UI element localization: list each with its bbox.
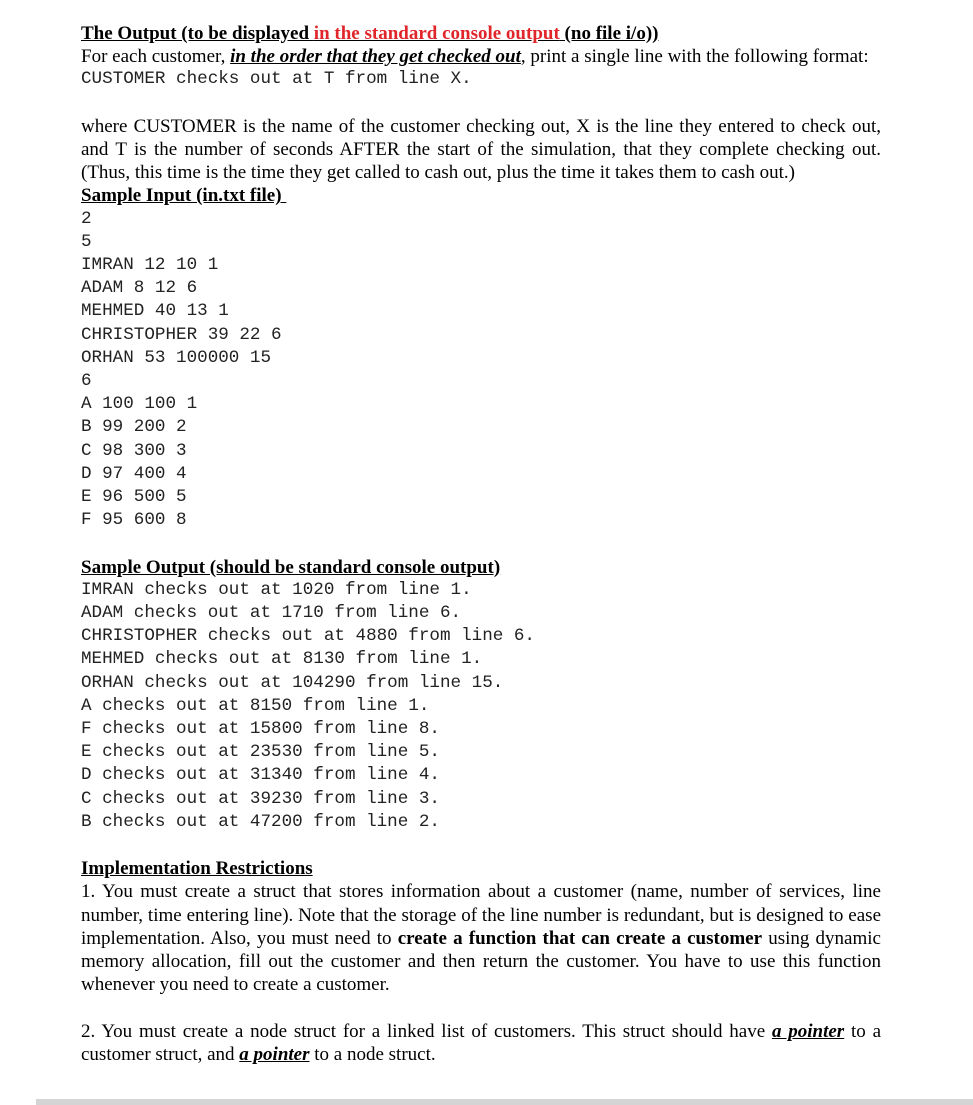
output-line: ORHAN checks out at 104290 from line 15. bbox=[81, 672, 504, 693]
format-line: CUSTOMER checks out at T from line X. bbox=[81, 69, 472, 90]
output-line: C checks out at 39230 from line 3. bbox=[81, 788, 440, 809]
input-line: MEHMED 40 13 1 bbox=[81, 301, 229, 322]
input-line: ADAM 8 12 6 bbox=[81, 278, 198, 299]
item2-post: to a node struct. bbox=[309, 1043, 436, 1065]
spacer bbox=[81, 532, 881, 555]
input-line: A 100 100 1 bbox=[81, 394, 198, 415]
input-line: D 97 400 4 bbox=[81, 463, 187, 484]
para1-post: , print a single line with the following format: bbox=[520, 46, 869, 68]
item1-post: using dynamic memory allocation, fill out the customer and then return the customer. You have to use this function whenever you need to create a customer. bbox=[81, 927, 881, 996]
input-line: F 95 600 8 bbox=[81, 510, 187, 531]
spacer bbox=[81, 834, 881, 857]
restrictions-heading: Implementation Restrictions bbox=[81, 858, 313, 880]
input-line: CHRISTOPHER 39 22 6 bbox=[81, 324, 282, 345]
output-line: E checks out at 23530 from line 5. bbox=[81, 742, 440, 763]
input-line: 2 bbox=[81, 208, 92, 229]
input-line: B 99 200 2 bbox=[81, 417, 187, 438]
spacer bbox=[81, 996, 881, 1019]
input-line: E 96 500 5 bbox=[81, 487, 187, 508]
item2-pre: 2. You must create a node struct for a linked list of customers. This struct should have bbox=[81, 1020, 772, 1042]
para1-emphasis: in the order that they get checked out bbox=[230, 46, 521, 68]
sample-output-block bbox=[81, 579, 881, 834]
spacer bbox=[81, 92, 881, 115]
output-line: D checks out at 31340 from line 4. bbox=[81, 765, 440, 786]
item2-pointer-2: a pointer bbox=[239, 1043, 310, 1065]
item2-mid: to a customer struct, and bbox=[81, 1020, 882, 1065]
horizontal-scrollbar[interactable] bbox=[36, 1099, 973, 1105]
output-heading-post: (no file i/o)) bbox=[559, 23, 659, 44]
item2-pointer-1: a pointer bbox=[771, 1020, 845, 1042]
output-heading-pre: The Output (to be displayed bbox=[81, 23, 314, 44]
output-line: CHRISTOPHER checks out at 4880 from line 6. bbox=[81, 626, 535, 647]
output-line: B checks out at 47200 from line 2. bbox=[81, 811, 440, 832]
input-line: C 98 300 3 bbox=[81, 440, 187, 461]
para1-pre: For each customer, bbox=[81, 46, 231, 68]
document-page bbox=[81, 22, 881, 1066]
item1-bold: create a function that can create a customer bbox=[397, 927, 763, 949]
output-line: F checks out at 15800 from line 8. bbox=[81, 719, 440, 740]
output-line: MEHMED checks out at 8130 from line 1. bbox=[81, 649, 483, 670]
sample-input-block bbox=[81, 208, 881, 533]
output-heading bbox=[81, 22, 881, 45]
output-paragraph-2: where CUSTOMER is the name of the customer checking out, X is the line they entered to check out, and T is the number of seconds AFTER the start of the simulation, that they complete checking out. (Thus, this time is the time they get called to cash out, plus the time it takes them to cash out.) bbox=[81, 115, 881, 184]
output-heading-red: in the standard console output bbox=[313, 23, 560, 44]
output-line: ADAM checks out at 1710 from line 6. bbox=[81, 603, 462, 624]
restriction-item-2 bbox=[81, 1020, 881, 1066]
restriction-item-1 bbox=[81, 880, 881, 996]
sample-output-heading: Sample Output (should be standard console output) bbox=[81, 556, 501, 578]
input-line: ORHAN 53 100000 15 bbox=[81, 347, 272, 368]
item1-pre: 1. You must create a struct that stores information about a customer (name, number of services, line number, time entering line). Note that the storage of the line number is redundant, but is designed to ease implementation. Also, you must need to bbox=[81, 881, 881, 949]
output-paragraph-1 bbox=[81, 45, 881, 68]
sample-input-heading: Sample Input (in.txt file) bbox=[81, 185, 287, 207]
output-line: A checks out at 8150 from line 1. bbox=[81, 695, 430, 716]
input-line: 5 bbox=[81, 231, 92, 252]
input-line: IMRAN 12 10 1 bbox=[81, 255, 219, 276]
input-line: 6 bbox=[81, 371, 92, 392]
output-line: IMRAN checks out at 1020 from line 1. bbox=[81, 579, 472, 600]
